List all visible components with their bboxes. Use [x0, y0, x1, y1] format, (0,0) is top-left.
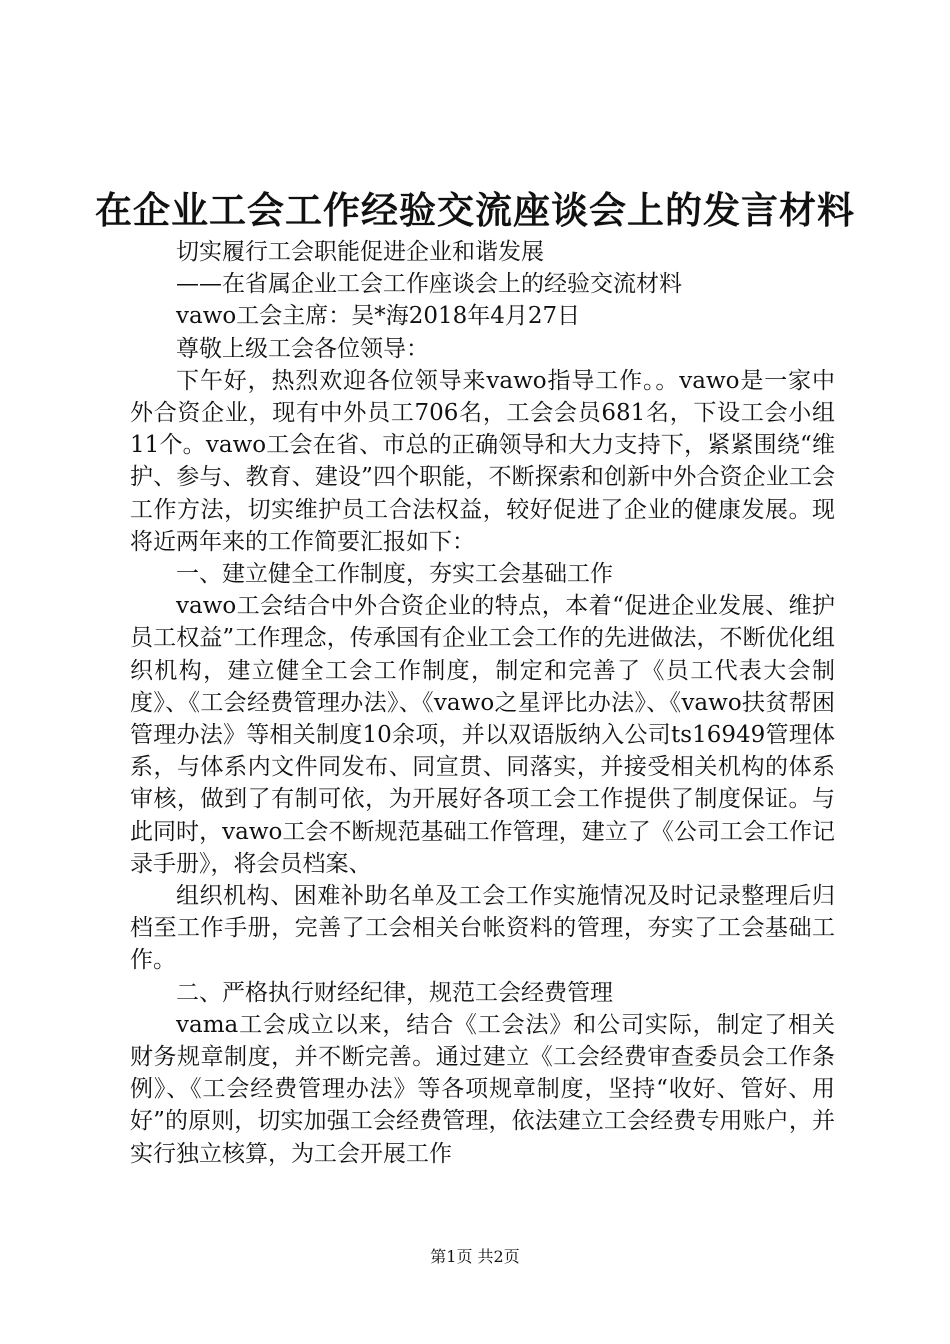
section-heading: 一、建立健全工作制度，夯实工会基础工作	[176, 561, 613, 588]
author-line: vawo工会主席：吴*海2018年4月27日	[176, 303, 581, 330]
subtitle: 切实履行工会职能促进企业和谐发展	[176, 239, 544, 265]
page-footer: 第1页 共2页	[430, 1247, 520, 1266]
section-heading: 二、严格执行财经纪律，规范工会经费管理	[176, 979, 613, 1006]
body-paragraph: 组织机构、困难补助名单及工会工作实施情况及时记录整理后归档至工作手册，完善了工会相关台帐资料的管理，夯实了工会基础工作。	[130, 883, 835, 974]
sub-subtitle: ——在省属企业工会工作座谈会上的经验交流材料	[176, 271, 682, 298]
document-title: 在企业工会工作经验交流座谈会上的发言材料	[95, 188, 855, 232]
body-paragraph: vama工会成立以来，结合《工会法》和公司实际，制定了相关财务规章制度，并不断完善。通过建立《工会经费审查委员会工作条例》、《工会经费管理办法》等各项规章制度，坚持“收好、管好、用好”的原则，切实加强工会经费管理，依法建立工会经费专用账户，并实行独立核算，为工会开展工作	[130, 1011, 835, 1167]
salutation: 尊敬上级工会各位领导：	[176, 335, 429, 362]
document-body	[130, 236, 835, 1170]
body-paragraph: vawo工会结合中外合资企业的特点，本着“促进企业发展、维护员工权益”工作理念，传承国有企业工会工作的先进做法，不断优化组织机构，建立健全工会工作制度，制定和完善了《员工代表大会制度》、《工会经费管理办法》、《vawo之星评比办法》、《vawo扶贫帮困管理办法》等相关制度10余项，并以双语版纳入公司ts16949管理体系，与体系内文件同发布、同宣贯、同落实，并接受相关机构的体系审核，做到了有制可依，为开展好各项工会工作提供了制度保证。与此同时，vawo工会不断规范基础工作管理，建立了《公司工会工作记录手册》，将会员档案、	[130, 593, 835, 877]
body-paragraph: 下午好，热烈欢迎各位领导来vawo指导工作。。vawo是一家中外合资企业，现有中外员工706名，工会会员681名，下设工会小组11个。vawo工会在省、市总的正确领导和大力支持下，紧紧围绕“维护、参与、教育、建设”四个职能，不断探索和创新中外合资企业工会工作方法，切实维护员工合法权益，较好促进了企业的健康发展。现将近两年来的工作简要汇报如下：	[130, 367, 835, 555]
